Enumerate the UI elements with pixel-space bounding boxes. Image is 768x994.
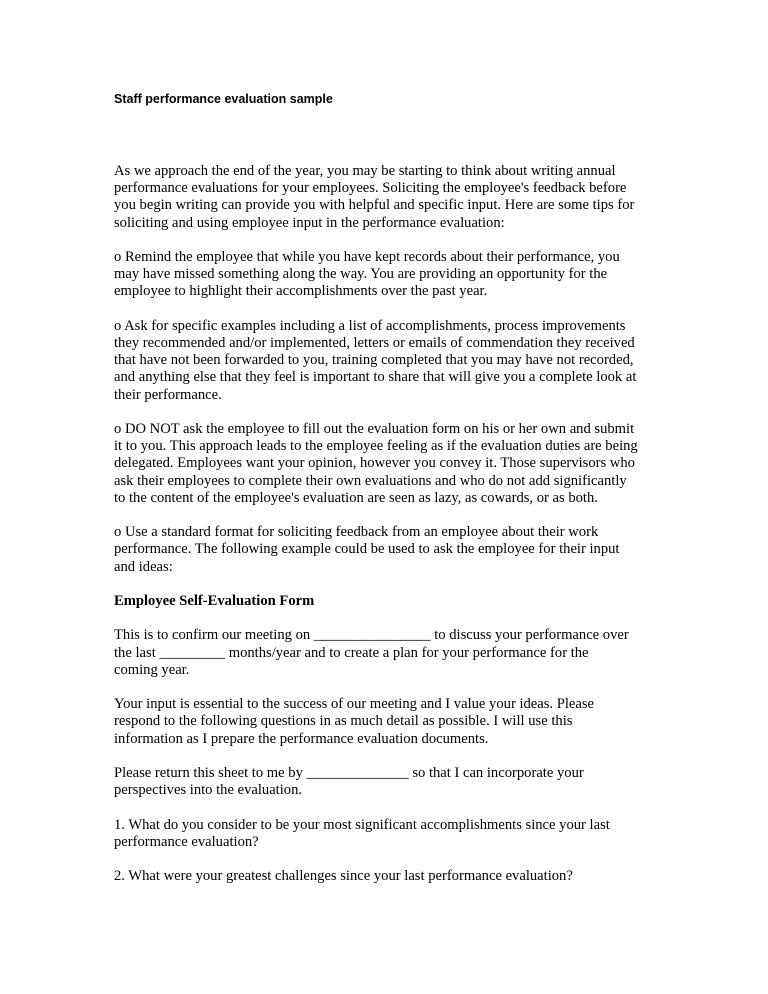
document-title: Staff performance evaluation sample (114, 92, 333, 106)
tip-do-not-paragraph: o DO NOT ask the employee to fill out the evaluation form on his or her own and submit it to you. This approach leads to the employee feeling as if the evaluation duties are being delegated. Employees want your opinion, however you convey it. Those supervisors who ask their employees to complete their own evaluations and who do not add significantly to the content of the employee's evaluation are seen as lazy, as cowards, or as both. (114, 421, 638, 506)
document-body (114, 163, 662, 885)
form-heading: Employee Self-Evaluation Form (114, 593, 315, 609)
form-return-paragraph: Please return this sheet to me by ______________ so that I can incorporate your perspectives into the evaluation. (114, 764, 584, 799)
tip-ask-examples-paragraph: o Ask for specific examples including a list of accomplishments, process improvements they recommended and/or implemented, letters or emails of commendation they received that have not been forwarded to you, training completed that you may have not recorded, and anything else that they feel is important to share that will give you a complete look at their performance. (114, 317, 637, 403)
form-question-1: 1. What do you consider to be your most significant accomplishments since your last performance evaluation? (114, 816, 610, 850)
tip-standard-format-paragraph: o Use a standard format for soliciting feedback from an employee about their work performance. The following example could be used to ask the employee for their input and ideas: (114, 524, 620, 575)
form-meeting-paragraph: This is to confirm our meeting on ________________ to discuss your performance over the last _________ months/year and to create a plan for your performance for the coming year. (114, 627, 629, 678)
form-input-paragraph: Your input is essential to the success of our meeting and I value your ideas. Please respond to the following questions in as much detail as possible. I will use this information as I prepare the performance evaluation documents. (114, 696, 595, 747)
intro-paragraph: As we approach the end of the year, you may be starting to think about writing annual performance evaluations for your employees. Soliciting the employee's feedback before you begin writing can provide you with helpful and specific input. Here are some tips for soliciting and using employee input in the performance evaluation: (114, 163, 635, 231)
tip-remind-paragraph: o Remind the employee that while you have kept records about their performance, you may have missed something along the way. You are providing an opportunity for the employee to highlight their accomplishments over the past year. (114, 249, 620, 300)
form-question-2: 2. What were your greatest challenges since your last performance evaluation? (114, 868, 573, 885)
